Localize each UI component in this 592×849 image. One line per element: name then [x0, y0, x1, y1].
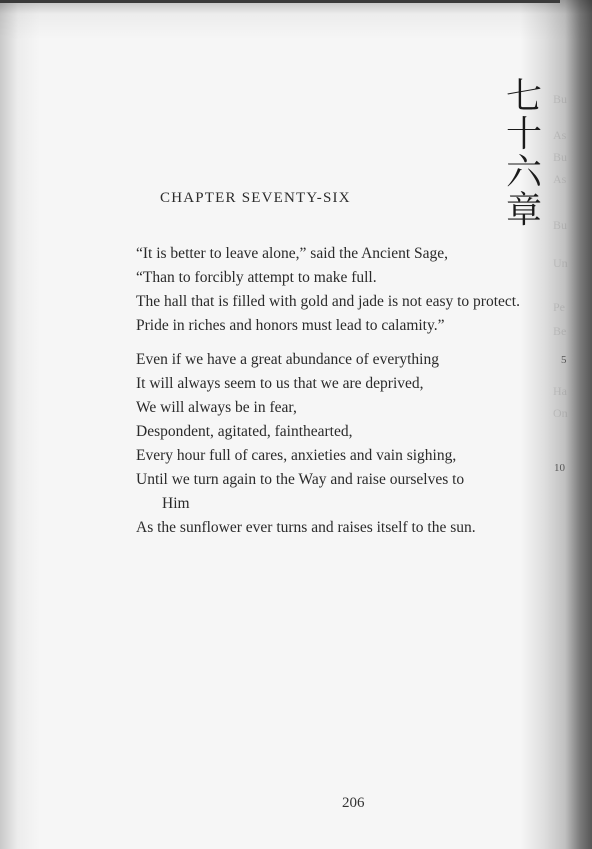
show-through-mark: Pe: [553, 300, 565, 314]
poem-line: The hall that is filled with gold and jade is not easy to protect.: [136, 293, 520, 310]
poem-line: Even if we have a great abundance of everything: [136, 351, 439, 368]
line-number: 5: [561, 354, 567, 366]
poem-line: Despondent, agitated, fainthearted,: [136, 423, 353, 440]
show-through-mark: As: [553, 172, 567, 186]
poem-line: As the sunflower ever turns and raises itself to the sun.: [136, 519, 476, 536]
show-through-mark: Bu: [553, 218, 568, 232]
poem-line: Pride in riches and honors must lead to calamity.”: [136, 317, 445, 334]
chinese-character: 十: [505, 114, 542, 155]
chinese-character: 章: [505, 190, 542, 231]
show-through-mark: On: [553, 406, 568, 420]
show-through-mark: Bu: [553, 150, 568, 164]
chinese-character: 七: [505, 76, 542, 117]
stanza-2: [136, 348, 476, 540]
stanza-1: [136, 242, 520, 338]
show-through-mark: Un: [553, 256, 568, 270]
line-number: 10: [554, 462, 565, 474]
chinese-chapter-title: [502, 78, 546, 230]
show-through-mark: Be: [553, 324, 567, 338]
page-number: 206: [342, 795, 365, 811]
poem-line: Until we turn again to the Way and raise ourselves to: [136, 471, 465, 488]
poem-line: Every hour full of cares, anxieties and vain sighing,: [136, 447, 457, 464]
poem-line: It will always seem to us that we are deprived,: [136, 375, 424, 392]
poem-line-continuation: Him: [162, 495, 190, 512]
page-top-edge: [0, 0, 560, 3]
show-through-mark: As: [553, 128, 567, 142]
poem-line: “It is better to leave alone,” said the Ancient Sage,: [136, 245, 449, 262]
chinese-character: 六: [505, 152, 542, 193]
show-through-mark: Bu: [553, 92, 568, 106]
poem-line: “Than to forcibly attempt to make full.: [136, 269, 377, 286]
chapter-title: CHAPTER SEVENTY-SIX: [160, 190, 351, 206]
poem-line: We will always be in fear,: [136, 399, 297, 416]
show-through-mark: Ha: [553, 384, 567, 398]
